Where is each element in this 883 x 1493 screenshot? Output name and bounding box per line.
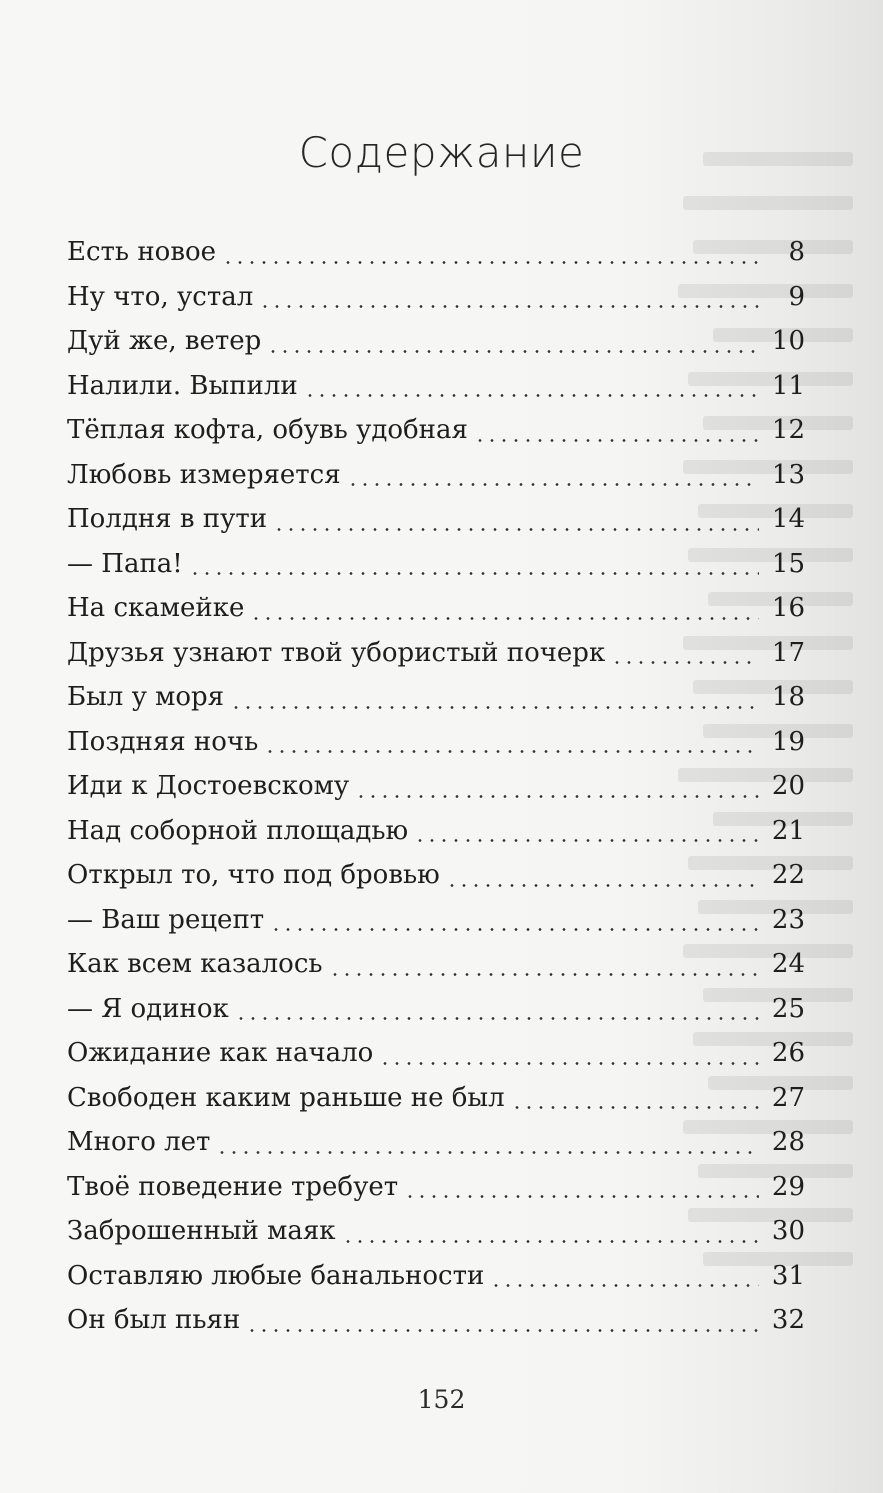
- toc-entry-title: Заброшенный маяк: [67, 1216, 336, 1247]
- toc-entry-title: Много лет: [67, 1127, 211, 1158]
- toc-entry-page: 8: [788, 237, 805, 268]
- toc-entry-title: Иди к Достоевскому: [67, 771, 350, 802]
- toc-entry-title: — Папа!: [67, 548, 183, 579]
- toc-entry-title: Друзья узнают твой убористый почерк: [67, 637, 606, 668]
- toc-entry: [67, 453, 805, 498]
- toc-entry: [67, 1165, 805, 1210]
- toc-leader-dots: [246, 1329, 759, 1332]
- toc-entry-title: Ну что, устал: [67, 281, 254, 312]
- toc-entry-page: 28: [771, 1127, 805, 1158]
- toc-leader-dots: [355, 795, 759, 798]
- toc-entry-title: Дуй же, ветер: [67, 326, 262, 357]
- toc-entry-title: Свободен каким раньше не был: [67, 1082, 505, 1113]
- toc-entry-title: Был у моря: [67, 682, 225, 713]
- toc-entry-title: Он был пьян: [67, 1305, 241, 1336]
- toc-entry: [67, 1031, 805, 1076]
- toc-entry-page: 25: [771, 993, 805, 1024]
- toc-entry-page: 27: [771, 1082, 805, 1113]
- toc-leader-dots: [222, 261, 759, 264]
- toc-entry-page: 31: [771, 1260, 805, 1291]
- toc-leader-dots: [304, 394, 759, 397]
- toc-leader-dots: [270, 928, 759, 931]
- table-of-contents: [67, 230, 805, 1343]
- toc-leader-dots: [342, 1240, 759, 1243]
- toc-entry-title: — Ваш рецепт: [67, 904, 265, 935]
- toc-entry-page: 18: [771, 682, 805, 713]
- toc-leader-dots: [329, 973, 759, 976]
- toc-leader-dots: [414, 839, 759, 842]
- toc-leader-dots: [404, 1195, 759, 1198]
- toc-entry-title: Любовь измеряется: [67, 459, 341, 490]
- toc-entry: [67, 1209, 805, 1254]
- toc-entry-page: 21: [771, 815, 805, 846]
- toc-entry: [67, 230, 805, 275]
- toc-leader-dots: [273, 528, 759, 531]
- toc-entry-title: — Я одинок: [67, 993, 229, 1024]
- toc-leader-dots: [611, 661, 759, 664]
- toc-entry-title: Открыл то, что под бровью: [67, 860, 440, 891]
- toc-entry-page: 29: [771, 1171, 805, 1202]
- toc-entry-title: Над соборной площадью: [67, 815, 409, 846]
- page-number: 152: [417, 1385, 466, 1414]
- toc-entry: [67, 542, 805, 587]
- toc-leader-dots: [250, 617, 759, 620]
- toc-entry-page: 32: [771, 1305, 805, 1336]
- toc-leader-dots: [511, 1106, 759, 1109]
- toc-entry: [67, 720, 805, 765]
- toc-entry-page: 19: [771, 726, 805, 757]
- toc-entry-title: Полдня в пути: [67, 504, 268, 535]
- toc-entry: [67, 408, 805, 453]
- toc-entry-page: 22: [771, 860, 805, 891]
- toc-entry: [67, 319, 805, 364]
- toc-entry: [67, 1298, 805, 1343]
- toc-entry: [67, 853, 805, 898]
- toc-entry-page: 12: [771, 415, 805, 446]
- toc-entry-title: Тёплая кофта, обувь удобная: [67, 415, 468, 446]
- toc-entry-page: 30: [771, 1216, 805, 1247]
- toc-leader-dots: [446, 884, 759, 887]
- toc-leader-dots: [230, 706, 759, 709]
- toc-entry-page: 9: [788, 281, 805, 312]
- toc-entry-title: Твоё поведение требует: [67, 1171, 399, 1202]
- toc-entry-page: 23: [771, 904, 805, 935]
- toc-entry-page: 10: [771, 326, 805, 357]
- toc-entry: [67, 1076, 805, 1121]
- toc-entry-title: Оставляю любые банальности: [67, 1260, 485, 1291]
- toc-entry-title: Ожидание как начало: [67, 1038, 374, 1069]
- toc-entry-page: 13: [771, 459, 805, 490]
- toc-entry-page: 20: [771, 771, 805, 802]
- toc-leader-dots: [490, 1284, 759, 1287]
- toc-entry-title: Налили. Выпили: [67, 370, 298, 401]
- toc-leader-dots: [264, 750, 759, 753]
- toc-entry-page: 16: [771, 593, 805, 624]
- toc-entry: [67, 364, 805, 409]
- toc-entry-page: 11: [771, 370, 805, 401]
- toc-leader-dots: [235, 1017, 759, 1020]
- toc-entry: [67, 275, 805, 320]
- toc-leader-dots: [259, 305, 759, 308]
- toc-entry-title: На скамейке: [67, 593, 245, 624]
- toc-entry-page: 24: [771, 949, 805, 980]
- toc-leader-dots: [267, 350, 759, 353]
- toc-entry-page: 26: [771, 1038, 805, 1069]
- toc-entry-page: 14: [771, 504, 805, 535]
- toc-entry: [67, 1120, 805, 1165]
- toc-entry: [67, 1254, 805, 1299]
- toc-entry-page: 15: [771, 548, 805, 579]
- toc-entry-title: Есть новое: [67, 237, 217, 268]
- toc-leader-dots: [189, 572, 759, 575]
- toc-entry: [67, 497, 805, 542]
- toc-leader-dots: [216, 1151, 759, 1154]
- toc-entry: [67, 764, 805, 809]
- toc-leader-dots: [347, 483, 759, 486]
- toc-entry: [67, 942, 805, 987]
- toc-leader-dots: [474, 439, 759, 442]
- toc-entry: [67, 631, 805, 676]
- page-title: Содержание: [298, 128, 585, 177]
- toc-entry: [67, 675, 805, 720]
- toc-entry-title: Как всем казалось: [67, 949, 323, 980]
- toc-entry-title: Поздняя ночь: [67, 726, 259, 757]
- toc-entry: [67, 898, 805, 943]
- toc-leader-dots: [379, 1062, 759, 1065]
- toc-entry: [67, 809, 805, 854]
- toc-entry: [67, 987, 805, 1032]
- toc-entry: [67, 586, 805, 631]
- toc-entry-page: 17: [771, 637, 805, 668]
